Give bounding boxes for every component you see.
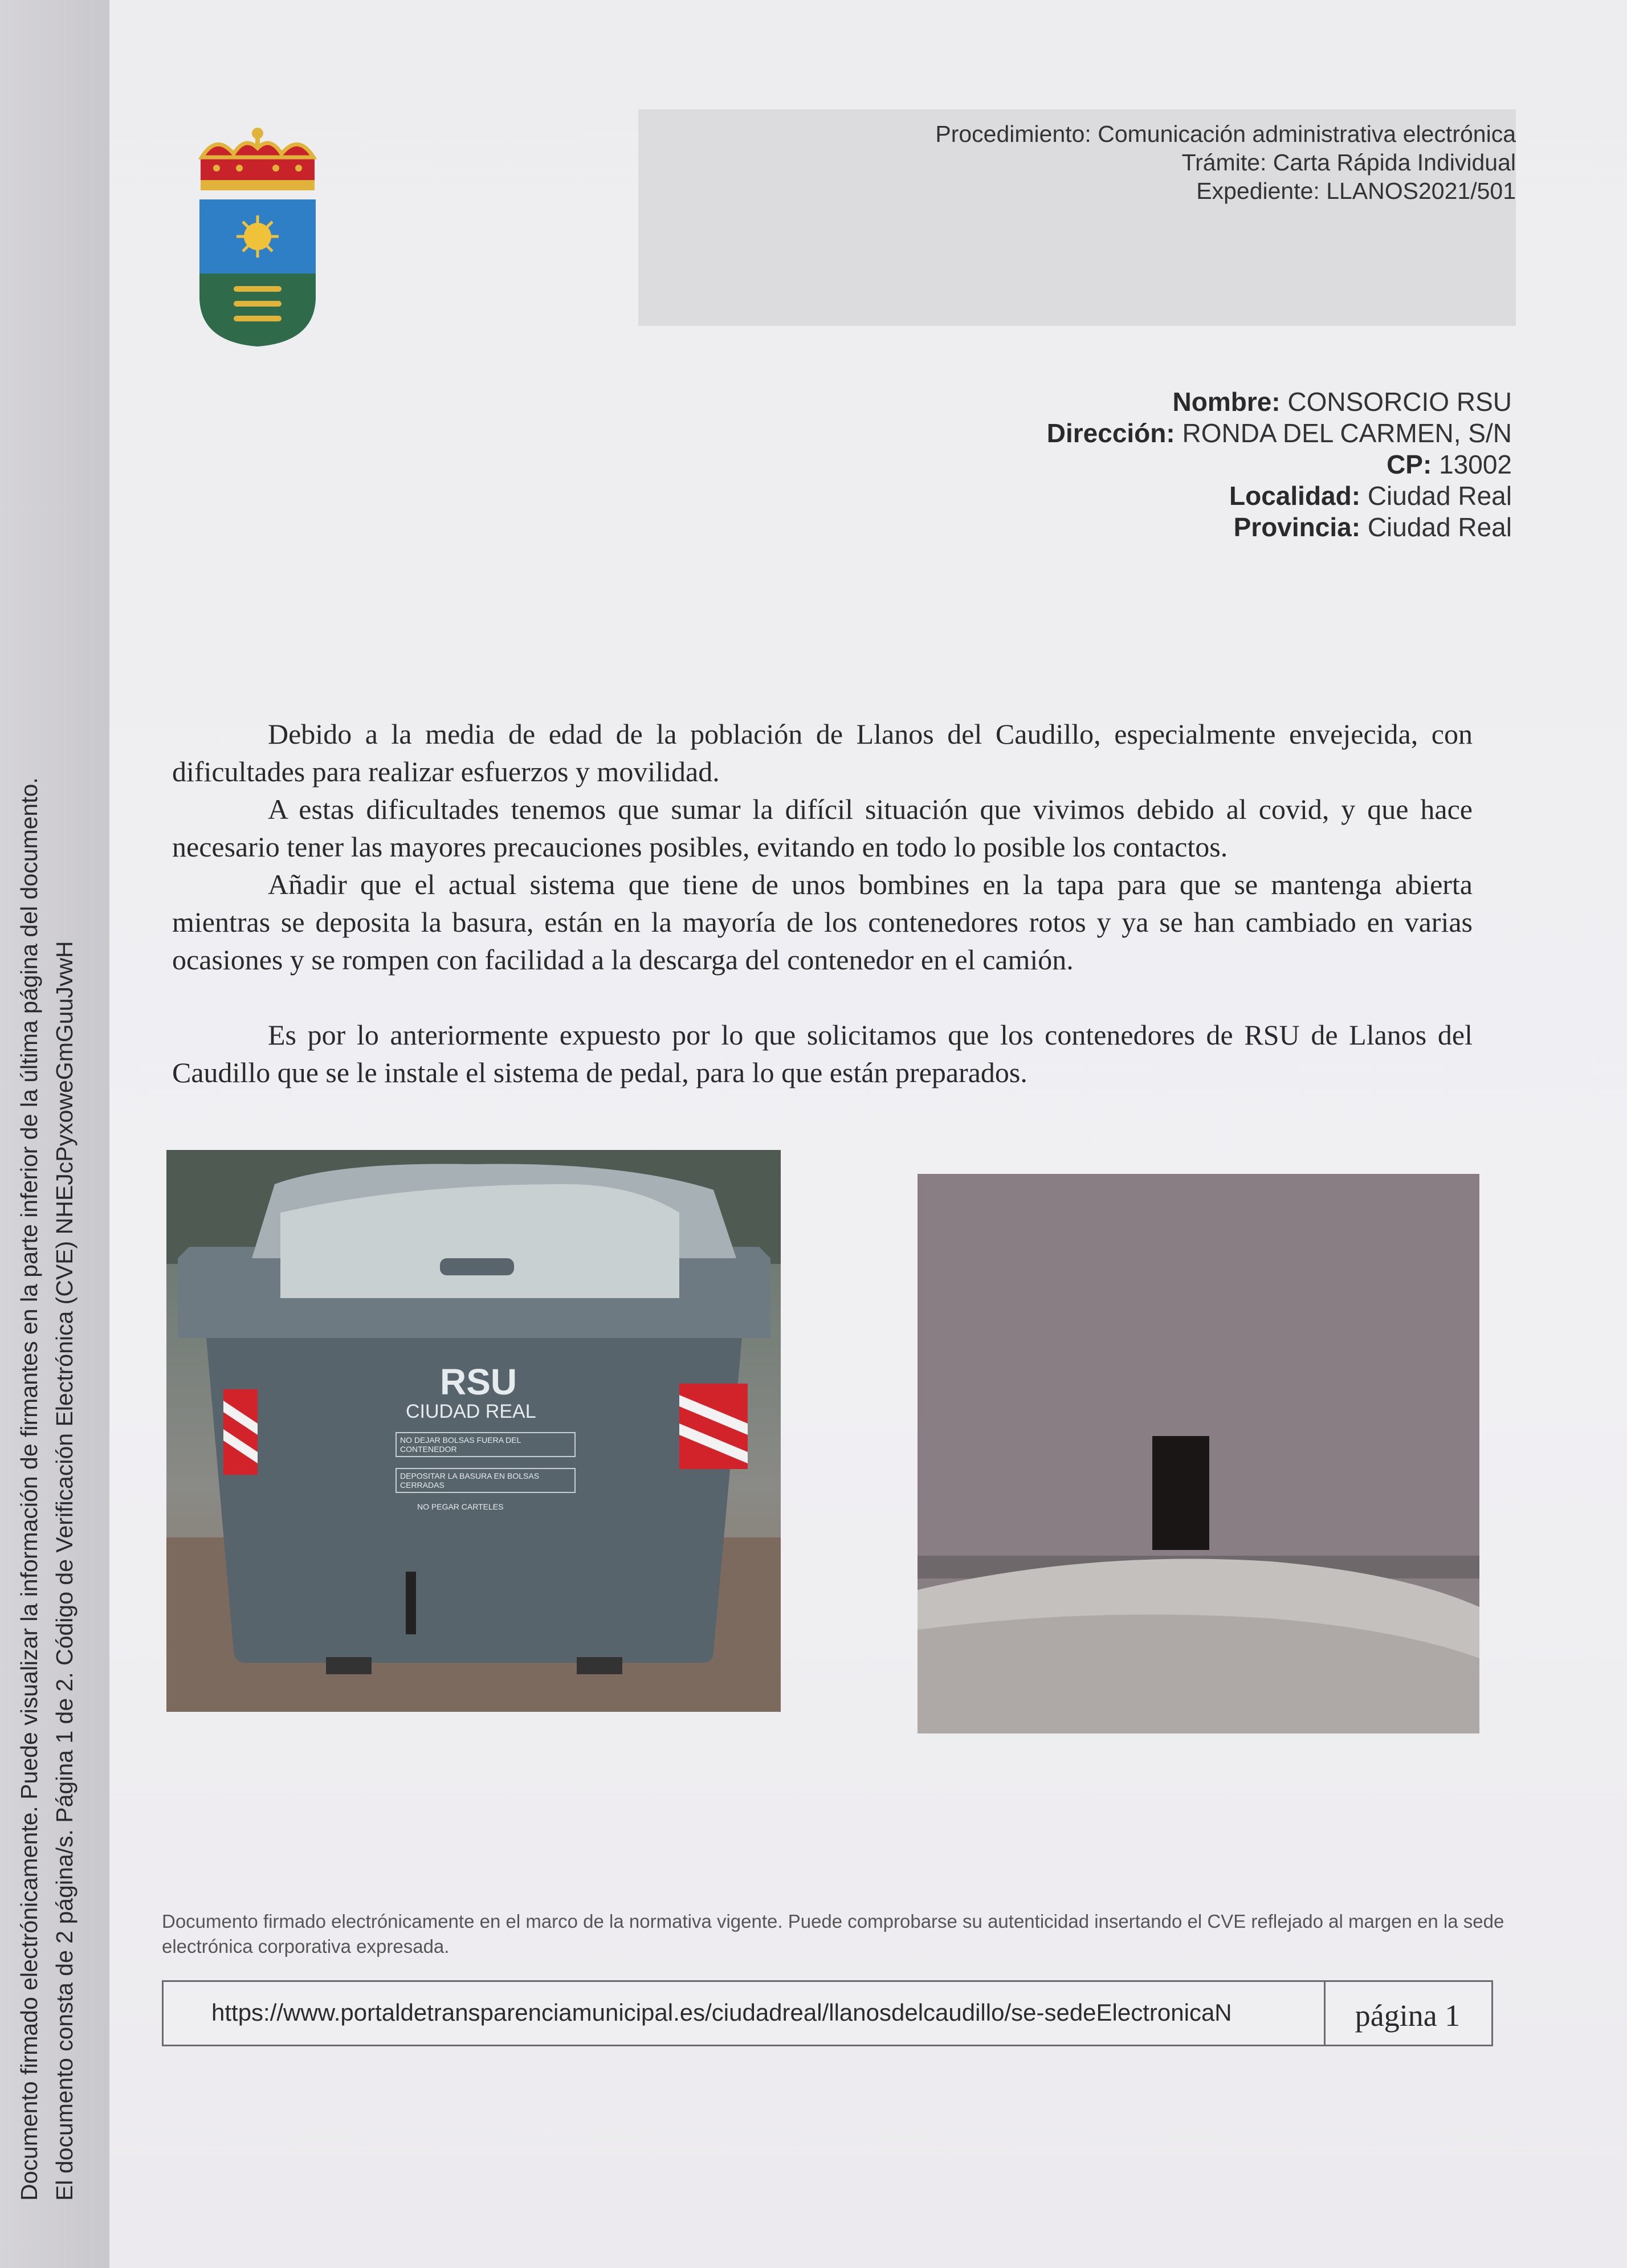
provincia-label: Provincia:	[1233, 512, 1361, 542]
margin-note-line2: El documento consta de 2 página/s. Página 1 de 2. Código de Verificación Electrónica (CVE) NHEJcPyxoweGmGuuJvwH	[51, 941, 78, 2201]
paragraph-4: Es por lo anteriormente expuesto por lo que solicitamos que los contenedores de RSU de Llanos del Caudillo que se le instale el sistema de pedal, para lo que están preparados.	[172, 1019, 1473, 1088]
recipient-address	[1047, 386, 1512, 543]
localidad-label: Localidad:	[1229, 481, 1361, 511]
slot-closeup-photo	[918, 1174, 1479, 1733]
municipal-coat-of-arms	[194, 125, 322, 348]
paragraph-3: Añadir que el actual sistema que tiene de unos bombines en la tapa para que se mantenga abierta mientras se deposita la basura, están en la mayoría de los contenedores rotos y ya se han cambiado en varias ocasiones y se rompen con facilidad a la descarga del contenedor en el camión.	[172, 868, 1473, 976]
footer-url-box	[162, 1980, 1493, 2046]
cp-value: 13002	[1439, 450, 1512, 479]
nombre-value: CONSORCIO RSU	[1287, 387, 1512, 417]
procedimiento-line: Procedimiento: Comunicación administrativa electrónica	[935, 121, 1516, 147]
direccion-label: Dirección:	[1046, 418, 1175, 448]
localidad-value: Ciudad Real	[1367, 481, 1512, 511]
letter-body	[172, 715, 1473, 1091]
paragraph-1: Debido a la media de edad de la población de Llanos del Caudillo, especialmente envejecida, con dificultades para realizar esfuerzos y movilidad.	[172, 718, 1473, 788]
signature-footnote: Documento firmado electrónicamente en el marco de la normativa vigente. Puede comprobarse su autenticidad insertando el CVE reflejado al margen en la sede electrónica corporativa expresada.	[162, 1911, 1504, 1957]
margin-note	[11, 548, 82, 2201]
sticker-closed-bags: DEPOSITAR LA BASURA EN BOLSAS CERRADAS	[395, 1468, 576, 1493]
ciudad-real-brand: CIUDAD REAL	[406, 1401, 536, 1422]
container-illustration	[166, 1150, 781, 1712]
sticker-no-bags: NO DEJAR BOLSAS FUERA DEL CONTENEDOR	[395, 1432, 576, 1457]
signature-margin	[0, 0, 109, 2268]
page-number: página 1	[1355, 1998, 1461, 2033]
provincia-value: Ciudad Real	[1367, 512, 1512, 542]
nombre-label: Nombre:	[1172, 387, 1281, 417]
container-photo	[166, 1150, 781, 1712]
paragraph-2: A estas dificultades tenemos que sumar la difícil situación que vivimos debido al covid, y que hace necesario tener las mayores precauciones posibles, evitando en todo lo posible los contactos.	[172, 793, 1473, 863]
tramite-line: Trámite: Carta Rápida Individual	[1181, 149, 1516, 176]
rsu-logo: RSU	[440, 1361, 517, 1402]
sede-url-link[interactable]: https://www.portaldetransparenciamunicipal.es/ciudadreal/llanosdelcaudillo/se-sedeElectronicaN	[211, 1999, 1232, 2026]
slot-closeup-illustration	[918, 1174, 1479, 1733]
sticker-no-posters: NO PEGAR CARTELES	[417, 1502, 504, 1511]
direccion-value: RONDA DEL CARMEN, S/N	[1182, 418, 1512, 448]
margin-note-line1: Documento firmado electrónicamente. Puede visualizar la información de firmantes en la parte inferior de la última página del documento.	[16, 777, 42, 2201]
cp-label: CP:	[1387, 450, 1432, 479]
expediente-line: Expediente: LLANOS2021/501	[1196, 178, 1516, 204]
procedure-header	[935, 120, 1516, 205]
